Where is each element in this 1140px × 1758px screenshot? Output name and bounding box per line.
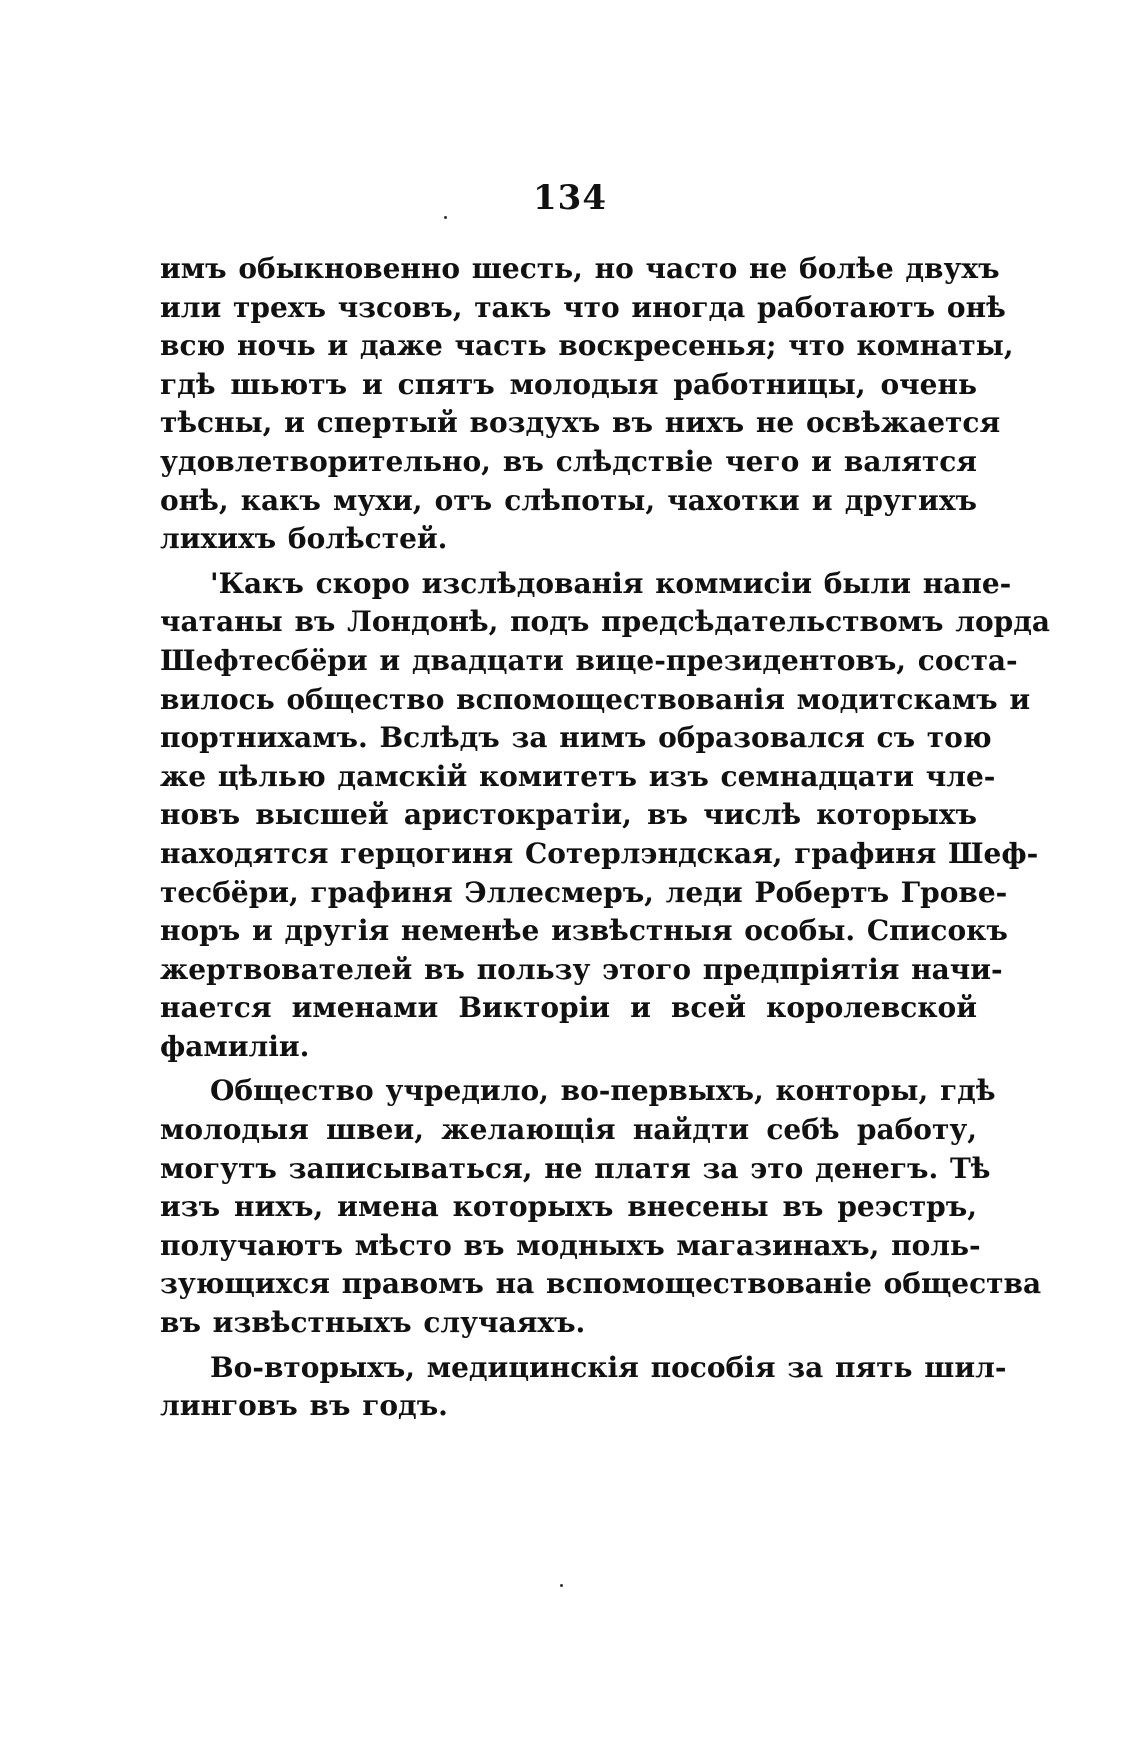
text-line: портнихамъ. Вслѣдъ за нимъ образовался съ тою [160, 721, 992, 755]
text-line: могутъ записываться, не платя за это денегъ. Тѣ [160, 1151, 991, 1185]
paragraph [160, 1072, 1042, 1342]
page-number: 134 [533, 178, 607, 218]
paragraph [160, 1349, 1007, 1426]
text-line: фамиліи. [160, 1029, 310, 1063]
print-speck [444, 216, 447, 219]
text-line: изъ нихъ, имена которыхъ внесены въ реэстръ, [160, 1190, 977, 1224]
text-line: Общество учредило, во-первыхъ, конторы, гдѣ [210, 1074, 996, 1108]
text-line: получаютъ мѣсто въ модныхъ магазинахъ, поль- [160, 1228, 981, 1262]
text-line: тѣсны, и спертый воздухъ въ нихъ не освѣжается [160, 406, 1001, 440]
print-speck [560, 1584, 563, 1587]
text-line: молодыя швеи, желающія найдти себѣ работу, [160, 1113, 977, 1147]
text-line: гдѣ шьютъ и спятъ молодыя работницы, очень [160, 367, 977, 401]
body-text [160, 250, 1051, 1426]
text-line: Шефтесбёри и двадцати вице-президентовъ, соста- [160, 643, 1018, 677]
text-line: зующихся правомъ на вспомоществованіе общества [160, 1267, 1042, 1301]
text-line: 'Какъ скоро изслѣдованія коммисіи были напе- [210, 566, 1012, 600]
paragraph [160, 565, 1051, 1067]
text-line: лихихъ болѣстей. [160, 522, 448, 556]
text-line: же цѣлью дамскій комитетъ изъ семнадцати чле- [160, 759, 996, 793]
text-line: въ извѣстныхъ случаяхъ. [160, 1306, 586, 1340]
text-line: нается именами Викторіи и всей королевской [160, 991, 977, 1025]
text-line: онѣ, какъ мухи, отъ слѣпоты, чахотки и другихъ [160, 483, 977, 517]
text-line: всю ночь и даже часть воскресенья; что комнаты, [160, 329, 1014, 363]
text-line: или трехъ чзсовъ, такъ что иногда работаютъ онѣ [160, 290, 1006, 324]
text-line: тесбёри, графиня Эллесмеръ, леди Робертъ Грове- [160, 875, 1008, 909]
text-line: жертвователей въ пользу этого предпріятія начи- [160, 952, 1003, 986]
text-line: линговъ въ годъ. [160, 1389, 448, 1423]
paragraph [160, 250, 1014, 559]
text-line: находятся герцогиня Сотерлэндская, графиня Шеф- [160, 836, 1039, 870]
text-line: имъ обыкновенно шесть, но часто не болѣе двухъ [160, 252, 1000, 285]
text-line: норъ и другія неменѣе извѣстныя особы. Списокъ [160, 914, 1008, 948]
text-line: вилось общество вспомоществованія модитскамъ и [160, 682, 1031, 716]
text-line: Во-вторыхъ, медицинскія пособія за пять шил- [210, 1350, 1007, 1384]
text-line: удовлетворительно, въ слѣдствіе чего и валятся [160, 444, 977, 478]
text-line: новъ высшей аристократіи, въ числѣ которыхъ [160, 798, 977, 832]
text-line: чатаны въ Лондонѣ, подъ предсѣдательствомъ лорда [160, 605, 1051, 639]
